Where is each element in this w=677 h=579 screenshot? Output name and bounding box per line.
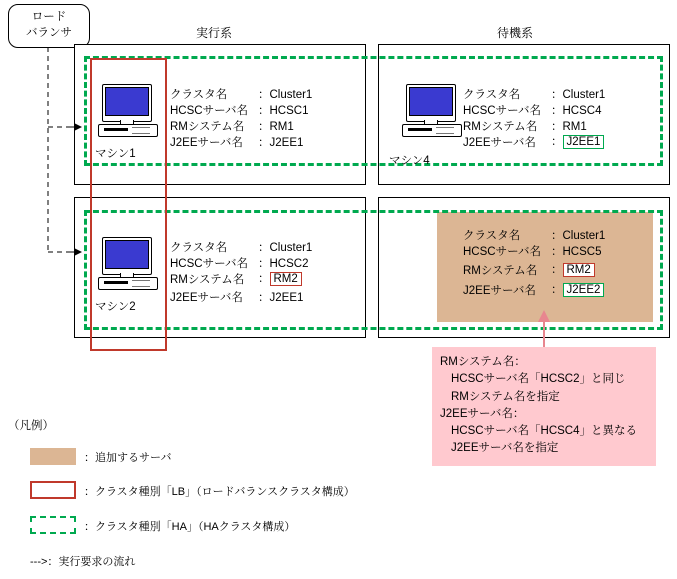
machine-label-2: マシン2 <box>95 301 136 313</box>
callout-line-1: RMシステム名： <box>440 356 526 368</box>
attr-row-5-3: J2EEサーバ名 <box>463 285 536 297</box>
attr-row-4-3: J2EEサーバ名 <box>463 137 536 149</box>
attr-row-4-2: RMシステム名 <box>463 121 538 133</box>
legend-swatch-ha-cluster <box>30 516 76 534</box>
load-balancer-label-line2: バランサ <box>26 27 72 39</box>
callout-line-4: J2EEサーバ名： <box>440 407 525 420</box>
monitor-display-icon <box>409 87 453 116</box>
vent-icon <box>436 127 454 134</box>
machine-icon-4 <box>402 84 462 142</box>
attr-row-1-1: HCSCサーバ名 <box>170 105 249 117</box>
attr-highlight-rm2-exec: RM2 <box>270 272 302 286</box>
attr-highlight-rm2-added: RM2 <box>563 263 595 277</box>
drive-slot-icon <box>104 281 128 284</box>
attr-row-5-0: クラスタ名 <box>463 230 521 242</box>
attr-row-2-1: HCSCサーバ名 <box>170 258 249 270</box>
attr-row-2-3: J2EEサーバ名 <box>170 292 243 304</box>
attr-row-1-2: RMシステム名 <box>170 121 245 133</box>
attr-row-2-0: クラスタ名 <box>170 242 228 254</box>
attr-row-4-0: クラスタ名 <box>463 89 521 101</box>
machine-label-4: マシン4 <box>389 155 430 167</box>
legend-label-request-flow: --->：実行要求の流れ <box>30 556 136 568</box>
callout-line-5: HCSCサーバ名「HCSC4」と異なる <box>451 425 637 437</box>
attr-row-1-3: J2EEサーバ名 <box>170 137 243 149</box>
callout-line-3: RMシステム名を指定 <box>451 390 560 403</box>
drive-slot-icon <box>408 128 432 131</box>
vent-icon <box>132 280 150 287</box>
drive-slot-icon <box>104 128 128 131</box>
attr-row-2-2: RMシステム名 <box>170 274 245 286</box>
legend-swatch-lb-cluster <box>30 481 76 499</box>
monitor-display-icon <box>105 87 149 116</box>
legend-swatch-added-server <box>30 448 76 465</box>
machine-label-1: マシン1 <box>95 148 136 160</box>
attr-highlight-j2ee2-added: J2EE2 <box>563 283 605 297</box>
machine-attrs-4: クラスタ名 ：Cluster1 HCSCサーバ名 ：HCSC4 RMシステム名 ：RM1 J2EEサーバ名 ： J2EE1 <box>463 89 606 149</box>
attr-row-5-1: HCSCサーバ名 <box>463 246 542 258</box>
attr-row-5-2: RMシステム名 <box>463 265 538 277</box>
attr-row-4-1: HCSCサーバ名 <box>463 105 542 117</box>
attr-row-1-0: クラスタ名 <box>170 89 228 101</box>
machine-attrs-1: クラスタ名 ：Cluster1 HCSCサーバ名 ：HCSC1 RMシステム名 ：RM1 J2EEサーバ名 ：J2EE1 <box>170 89 313 149</box>
machine-attrs-2: クラスタ名 ：Cluster1 HCSCサーバ名 ：HCSC2 RMシステム名 ： RM2 J2EEサーバ名 ：J2EE1 <box>170 242 313 304</box>
machine-icon-2 <box>98 237 158 295</box>
legend-label-added-server: ：追加するサーバ <box>84 452 172 464</box>
attr-highlight-j2ee1-standby: J2EE1 <box>563 135 605 149</box>
callout-line-6: J2EEサーバ名を指定 <box>451 442 559 455</box>
machine-attrs-added: クラスタ名 ：Cluster1 HCSCサーバ名 ：HCSC5 RMシステム名 ： RM2 J2EEサーバ名 ： J2EE2 <box>463 230 606 297</box>
legend-title: （凡例） <box>8 420 54 432</box>
vent-icon <box>132 127 150 134</box>
callout-box <box>432 347 656 466</box>
column-title-standby: 待機系 <box>497 26 534 40</box>
load-balancer-box <box>8 4 90 48</box>
legend-label-lb-cluster: ：クラスタ種別「LB」（ロードバランスクラスタ構成） <box>84 486 355 498</box>
legend-label-ha-cluster: ：クラスタ種別「HA」（HAクラスタ構成） <box>84 521 296 533</box>
callout-line-2: HCSCサーバ名「HCSC2」と同じ <box>451 373 626 386</box>
load-balancer-label-line1: ロード <box>31 11 67 24</box>
monitor-display-icon <box>105 240 149 269</box>
column-title-exec: 実行系 <box>196 26 233 40</box>
machine-icon-1 <box>98 84 158 142</box>
